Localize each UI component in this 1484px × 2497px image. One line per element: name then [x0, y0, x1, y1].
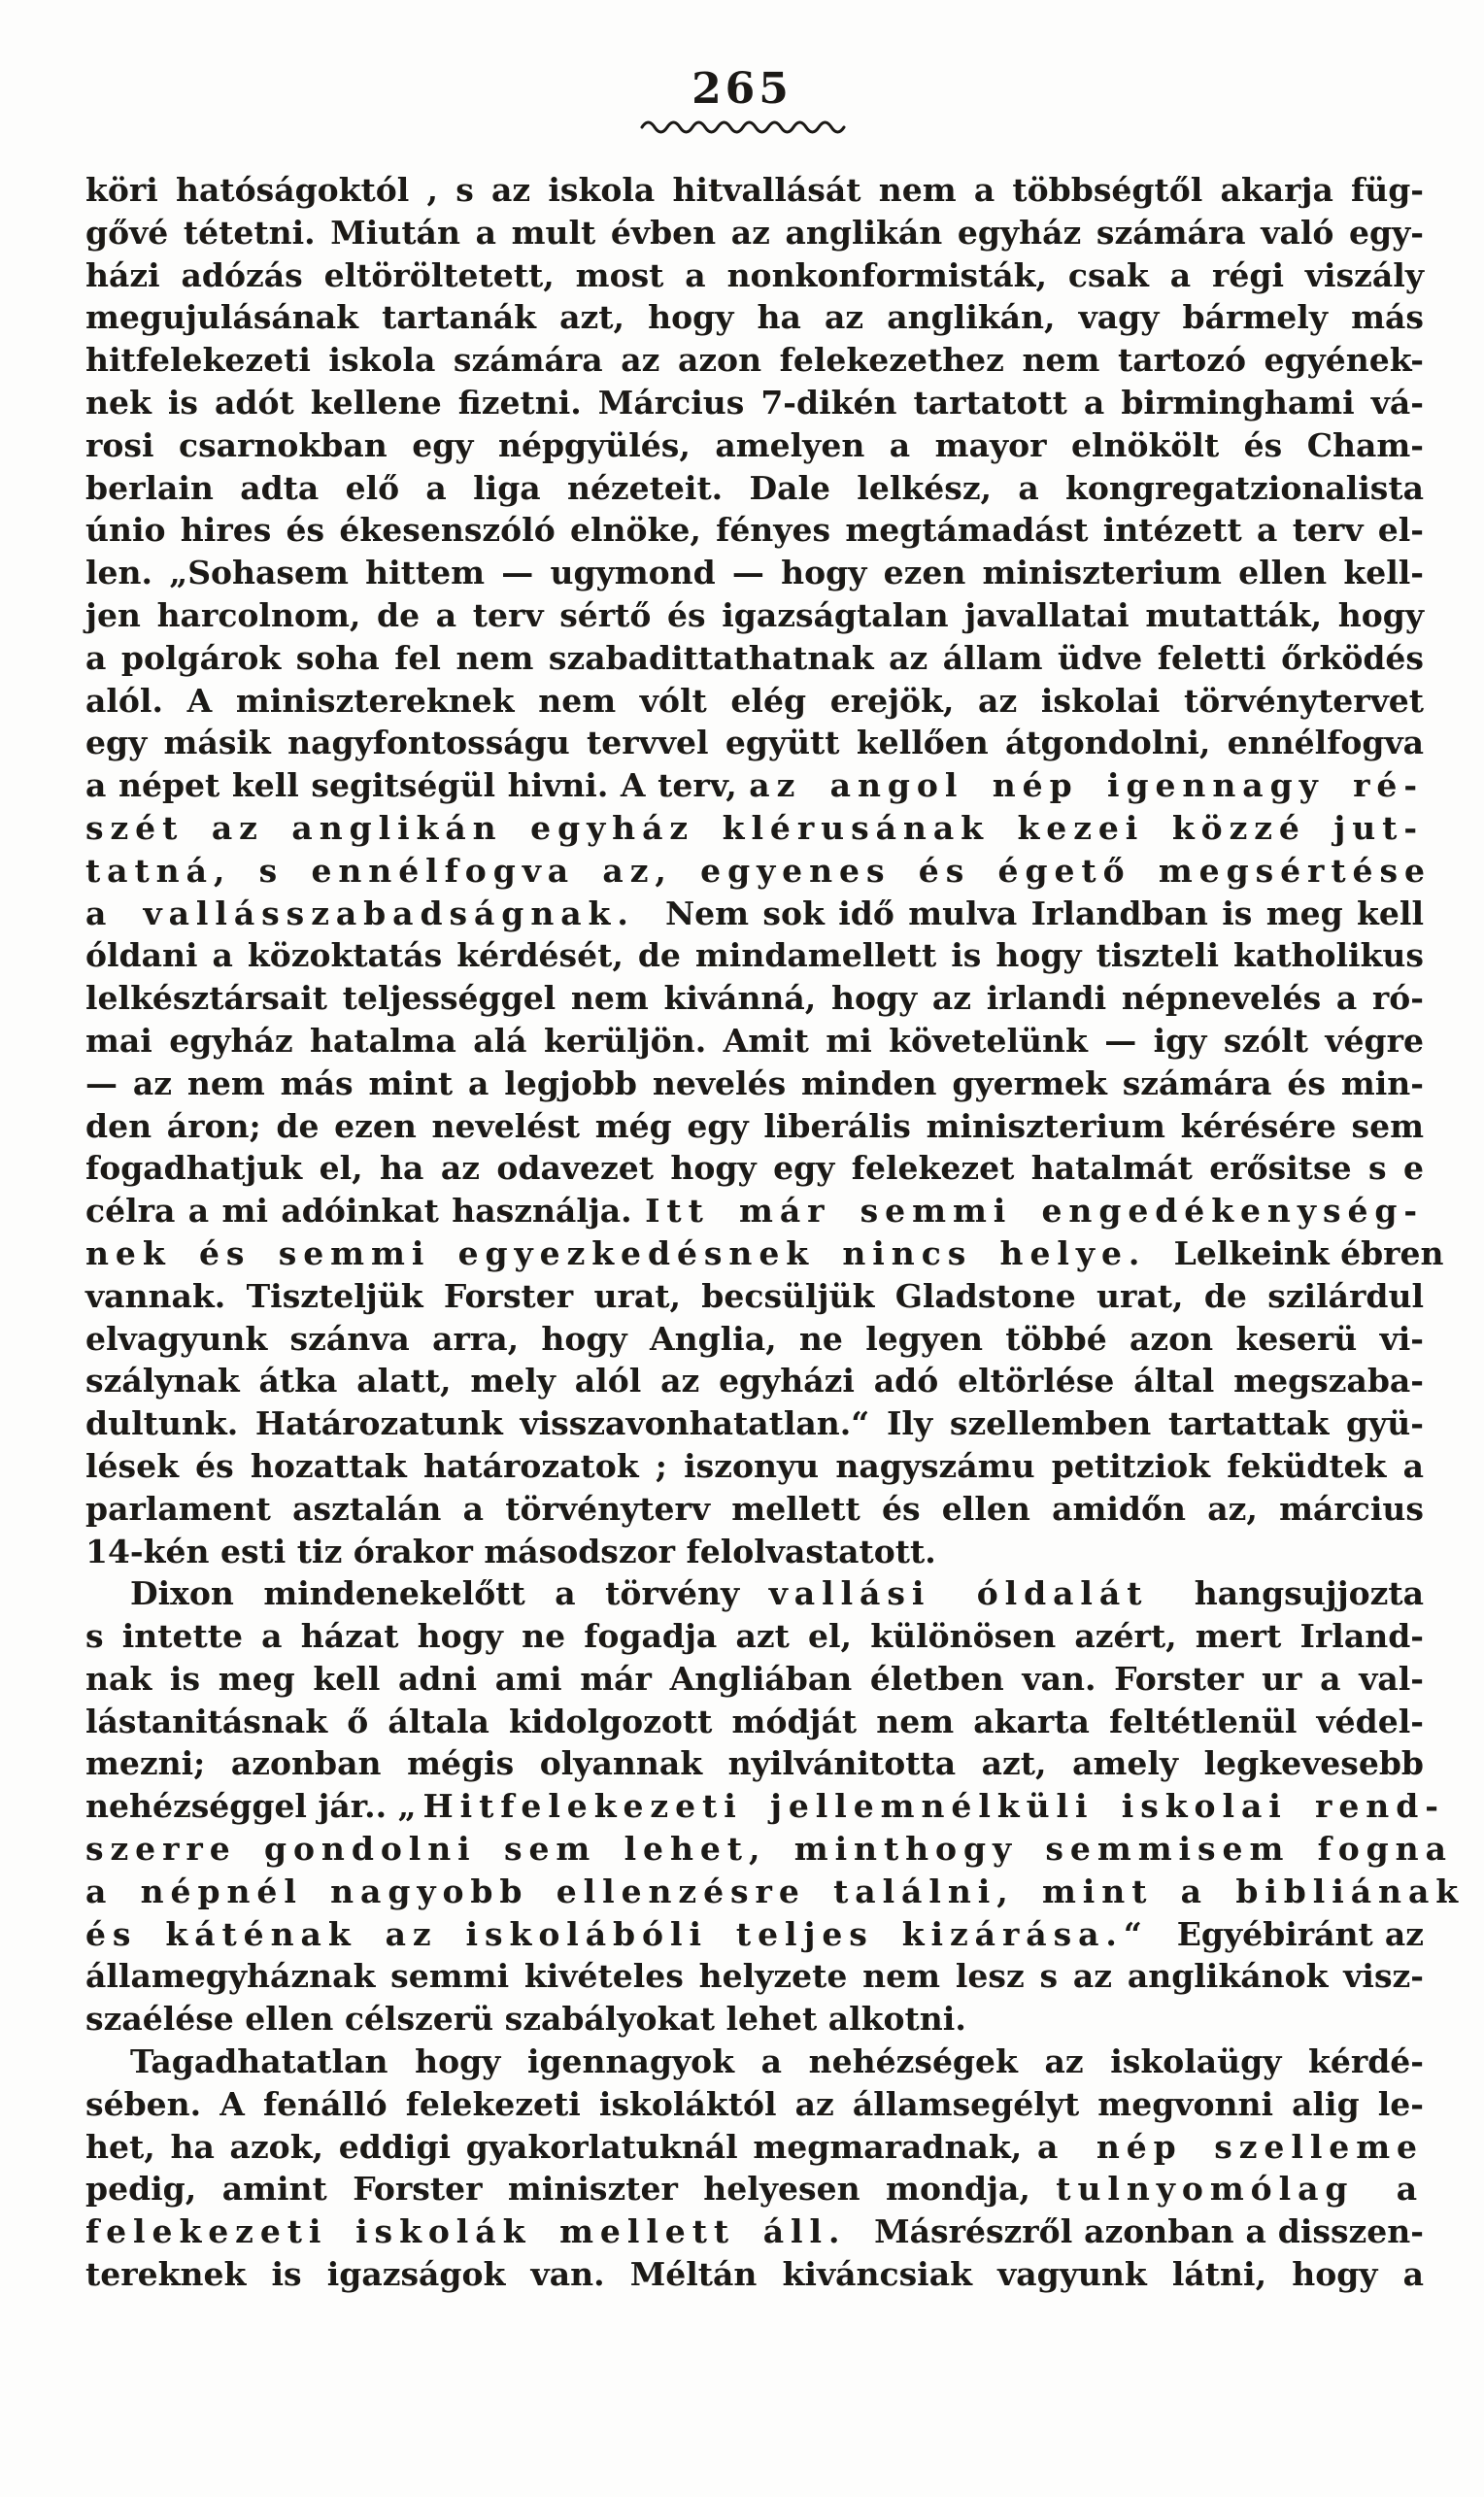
- text-line: [85, 2253, 1424, 2296]
- text-line: [85, 1913, 1424, 1956]
- text-segment: szaélése ellen célszerü szabályokat lehet alkotni.: [85, 2000, 966, 2039]
- text-segment: Másrészről azonban a disszen-: [874, 2212, 1424, 2251]
- spread-text-segment: vallási óldalát: [768, 1574, 1195, 1613]
- text-line: [85, 212, 1424, 254]
- text-line: [85, 1318, 1424, 1361]
- text-segment: — az nem más mint a legjobb nevelés minden gyermek számára és min-: [85, 1063, 1424, 1102]
- text-segment: fogadhatjuk el, ha az odavezet hogy egy felekezet hatalmát erősitse s e: [85, 1149, 1424, 1188]
- text-segment: berlain adta elő a liga nézeteit. Dale lelkész, a kongregatzionalista: [85, 468, 1424, 507]
- spread-text-segment: a népnél nagyobb ellenzésre találni, mint a bibliának: [85, 1872, 1466, 1910]
- text-line: [85, 1020, 1424, 1063]
- text-segment: tereknek is igazságok van. Méltán kiváncsiak vagyunk látni, hogy a: [85, 2255, 1424, 2294]
- text-segment: köri hatóságoktól , s az iskola hitvallását nem a többségtől akarja füg-: [85, 171, 1424, 209]
- text-line: [85, 893, 1424, 935]
- text-line: [85, 2041, 1424, 2083]
- text-segment: 14-kén esti tiz órakor másodszor felolvastatott.: [85, 1532, 936, 1570]
- text-segment: lástanitásnak ő általa kidolgozott módját nem akarta feltétlenül védel-: [85, 1702, 1424, 1740]
- page-number: 265: [691, 64, 793, 114]
- page-header: [0, 64, 1484, 134]
- text-line: [85, 169, 1424, 212]
- text-segment: mezni; azonban mégis olyannak nyilvánitotta azt, amely legkevesebb: [85, 1744, 1424, 1783]
- text-segment: únio hires és ékesenszóló elnöke, fényes megtámadást intézett a terv el-: [85, 511, 1424, 550]
- text-segment: pedig, amint Forster miniszter helyesen mondja,: [85, 2170, 1057, 2209]
- text-line: [85, 850, 1432, 893]
- text-line: [85, 1105, 1424, 1148]
- text-segment: parlament asztalán a törvényterv mellett és ellen amidőn az, március: [85, 1489, 1424, 1528]
- text-line: [85, 1445, 1424, 1488]
- text-segment: mai egyház hatalma alá kerüljön. Amit mi követelünk — igy szólt végre: [85, 1021, 1424, 1060]
- text-line: [85, 1147, 1424, 1190]
- text-line: [85, 1063, 1424, 1105]
- text-segment: lelkésztársait teljességgel nem kivánná, hogy az irlandi népnevelés a ró-: [85, 979, 1424, 1018]
- text-line: [85, 1658, 1424, 1701]
- text-line: [85, 254, 1424, 297]
- text-line: [85, 2210, 1424, 2253]
- text-segment: a polgárok soha fel nem szabadittathatnak az állam üdve feletti őrködés: [85, 638, 1424, 677]
- spread-text-segment: felekezeti iskolák mellett áll.: [85, 2212, 875, 2251]
- text-segment: házi adózás eltöröltetett, most a nonkonformisták, csak a régi viszály: [85, 255, 1424, 294]
- text-line: [85, 2126, 1424, 2169]
- text-segment: hangsujjozta: [1194, 1574, 1425, 1613]
- text-segment: nak is meg kell adni ami már Angliában életben van. Forster ur a val-: [85, 1659, 1424, 1698]
- text-line: [85, 1742, 1424, 1785]
- text-segment: nehézséggel jár..: [85, 1787, 398, 1826]
- text-segment: gővé tétetni. Miután a mult évben az anglikán egyház számára való egy-: [85, 213, 1424, 252]
- text-line: [85, 1190, 1424, 1232]
- text-line: [85, 1785, 1445, 1828]
- text-segment: alól. A minisztereknek nem vólt elég erejök, az iskolai törvénytervet: [85, 681, 1424, 720]
- text-line: [85, 977, 1424, 1020]
- text-line: [85, 467, 1424, 510]
- text-line: [85, 934, 1424, 977]
- text-line: [85, 1402, 1424, 1445]
- text-line: [85, 2083, 1424, 2126]
- spread-text-segment: a nép szelleme: [1036, 2127, 1424, 2166]
- text-segment: Dixon mindenekelőtt a törvény: [130, 1574, 769, 1613]
- text-segment: vannak. Tiszteljük Forster urat, becsüljük Gladstone urat, de szilárdul: [85, 1276, 1424, 1315]
- spread-text-segment: az angol nép igennagy ré-: [749, 766, 1424, 805]
- text-segment: államegyháznak semmi kivételes helyzete nem lesz s az anglikánok visz-: [85, 1957, 1424, 1996]
- text-line: [85, 1828, 1453, 1871]
- text-line: [85, 1232, 1444, 1275]
- spread-text-segment: tatná, s ennélfogva az, egyenes és égető megsértése: [85, 851, 1432, 890]
- wavy-underline-ornament: [638, 117, 846, 134]
- text-line: [85, 1488, 1424, 1531]
- text-segment: het, ha azok, eddigi gyakorlatuknál megmaradnak,: [85, 2127, 1037, 2166]
- text-line: [85, 1572, 1424, 1615]
- text-line: [85, 1998, 1424, 2041]
- spread-text-segment: szerre gondolni sem lehet, minthogy semmisem fogna: [85, 1830, 1453, 1869]
- text-segment: s intette a házat hogy ne fogadja azt el, különösen azért, mert Irland-: [85, 1617, 1424, 1656]
- text-line: [85, 509, 1424, 552]
- text-segment: len. „Sohasem hittem — ugymond — hogy ezen miniszterium ellen kell-: [85, 554, 1424, 592]
- text-line: [85, 1871, 1466, 1913]
- text-segment: sében. A fenálló felekezeti iskoláktól az államsegélyt megvonni alig le-: [85, 2084, 1424, 2123]
- text-segment: a népet kell segitségül hivni. A terv,: [85, 766, 750, 805]
- text-line: [85, 1955, 1424, 1998]
- text-line: [85, 594, 1424, 637]
- text-block: [85, 169, 1466, 2296]
- text-line: [85, 339, 1424, 382]
- spread-text-segment: nek és semmi egyezkedésnek nincs helye.: [85, 1233, 1174, 1272]
- text-segment: jen harcolnom, de a terv sértő és igazságtalan javallatai mutatták, hogy: [85, 595, 1424, 634]
- spread-text-segment: „Hitfelekezeti jellemnélküli iskolai rend-: [397, 1787, 1445, 1826]
- text-line: [85, 1701, 1424, 1743]
- text-line: [85, 2168, 1424, 2210]
- spread-text-segment: a vallásszabadságnak.: [85, 894, 665, 932]
- text-segment: Nem sok idő mulva Irlandban is meg kell: [664, 894, 1424, 932]
- text-line: [85, 1615, 1424, 1658]
- text-line: [85, 637, 1424, 680]
- text-segment: szálynak átka alatt, mely alól az egyházi adó eltörlése által megszaba-: [85, 1362, 1424, 1400]
- text-segment: óldani a közoktatás kérdését, de mindamellett is hogy tiszteli katholikus: [85, 936, 1424, 975]
- text-segment: lések és hozattak határozatok ; iszonyu nagyszámu petitziok feküdtek a: [85, 1446, 1424, 1485]
- text-segment: egy másik nagyfontosságu tervvel együtt kellően átgondolni, ennélfogva: [85, 724, 1424, 762]
- text-segment: rosi csarnokban egy népgyülés, amelyen a mayor elnökölt és Cham-: [85, 425, 1424, 464]
- text-segment: Tagadhatatlan hogy igennagyok a nehézségek az iskolaügy kérdé-: [130, 2042, 1424, 2081]
- text-segment: den áron; de ezen nevelést még egy liberális miniszterium kérésére sem: [85, 1106, 1424, 1145]
- spread-text-segment: tulnyomólag a: [1056, 2170, 1424, 2209]
- text-line: [85, 680, 1424, 723]
- text-line: [85, 722, 1424, 764]
- text-segment: megujulásának tartanák azt, hogy ha az anglikán, vagy bármely más: [85, 298, 1424, 337]
- text-segment: dultunk. Határozatunk visszavonhatatlan.“ Ily szellemben tartattak gyü-: [85, 1404, 1424, 1443]
- text-segment: Egyébiránt az: [1176, 1914, 1425, 1953]
- text-line: [85, 382, 1424, 424]
- text-line: [85, 552, 1424, 594]
- text-line: [85, 1531, 1424, 1573]
- text-segment: hitfelekezeti iskola számára az azon felekezethez nem tartozó egyének-: [85, 341, 1424, 380]
- text-segment: célra a mi adóinkat használja.: [85, 1192, 646, 1231]
- text-segment: nek is adót kellene fizetni. Március 7-dikén tartatott a birminghami vá-: [85, 383, 1424, 422]
- text-segment: Lelkeink ébren: [1173, 1233, 1444, 1272]
- text-segment: elvagyunk szánva arra, hogy Anglia, ne legyen többé azon keserü vi-: [85, 1319, 1424, 1358]
- spread-text-segment: Itt már semmi engedékenység-: [645, 1192, 1425, 1231]
- spread-text-segment: és káténak az iskolábóli teljes kizárása.“: [85, 1914, 1177, 1953]
- text-line: [85, 296, 1424, 339]
- text-line: [85, 1275, 1424, 1318]
- spread-text-segment: szét az anglikán egyház klérusának kezei közzé jut-: [85, 808, 1424, 847]
- text-line: [85, 764, 1424, 807]
- text-line: [85, 424, 1424, 467]
- text-line: [85, 807, 1424, 850]
- text-line: [85, 1360, 1424, 1402]
